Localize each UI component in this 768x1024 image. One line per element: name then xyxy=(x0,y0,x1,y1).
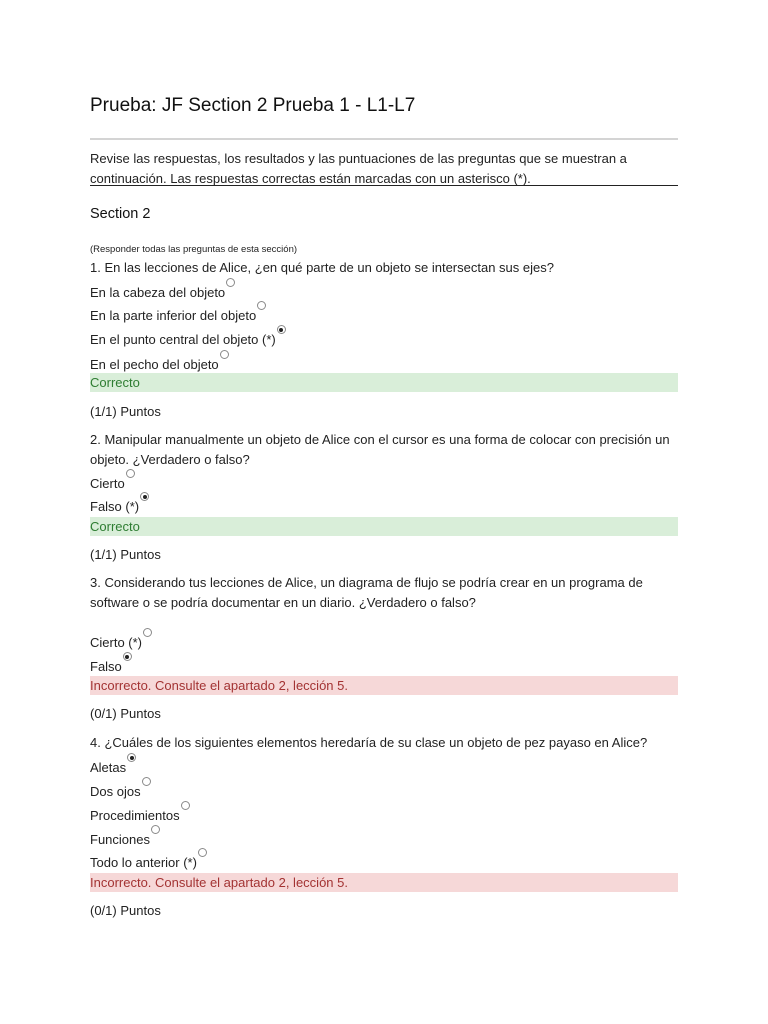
radio-icon[interactable] xyxy=(257,301,266,310)
question-1-option-4[interactable] xyxy=(90,356,229,374)
question-4-feedback: Incorrecto. Consulte el apartado 2, lección 5. xyxy=(90,873,678,892)
radio-icon[interactable] xyxy=(140,492,149,501)
option-label: Procedimientos xyxy=(90,808,180,823)
radio-icon[interactable] xyxy=(277,325,286,334)
section-note: (Responder todas las preguntas de esta sección) xyxy=(90,244,298,255)
question-2-text: 2. Manipular manualmente un objeto de Alice con el cursor es una forma de colocar con precisión un objeto. ¿Verdadero o falso? xyxy=(90,432,670,467)
question-1-option-3[interactable] xyxy=(90,331,286,349)
option-label: Aletas xyxy=(90,760,127,775)
question-3-option-1[interactable] xyxy=(90,634,152,652)
option-label: Todo lo anterior (*) xyxy=(90,855,197,870)
question-2-points: (1/1) Puntos xyxy=(90,547,161,562)
question-1-option-2[interactable] xyxy=(90,307,266,325)
question-3-points: (0/1) Puntos xyxy=(90,706,161,721)
question-1-option-1[interactable] xyxy=(90,284,235,302)
option-label: En la cabeza del objeto xyxy=(90,285,226,300)
question-4-option-1[interactable] xyxy=(90,759,136,777)
option-label: Cierto xyxy=(90,476,125,491)
radio-icon[interactable] xyxy=(151,825,160,834)
radio-icon[interactable] xyxy=(198,848,207,857)
question-4-option-3[interactable] xyxy=(90,807,190,825)
radio-icon[interactable] xyxy=(127,753,136,762)
intro-divider xyxy=(90,185,678,186)
question-2-option-2[interactable] xyxy=(90,498,149,516)
radio-icon[interactable] xyxy=(143,628,152,637)
question-3-option-2[interactable] xyxy=(90,658,132,676)
question-1-feedback: Correcto xyxy=(90,373,678,392)
option-label: En el pecho del objeto xyxy=(90,357,219,372)
question-4-option-5[interactable] xyxy=(90,854,207,872)
option-label: Falso (*) xyxy=(90,499,140,514)
radio-icon[interactable] xyxy=(123,652,132,661)
question-4-points: (0/1) Puntos xyxy=(90,903,161,918)
title-divider xyxy=(90,138,678,140)
intro-text: Revise las respuestas, los resultados y las puntuaciones de las preguntas que se muestran a continuación. Las respuestas correctas están marcadas con un asterisco (*). xyxy=(90,151,627,186)
question-4-text: 4. ¿Cuáles de los siguientes elementos heredaría de su clase un objeto de pez payaso en Alice? xyxy=(90,735,648,750)
question-4-option-4[interactable] xyxy=(90,831,160,849)
question-2-feedback: Correcto xyxy=(90,517,678,536)
option-label: Funciones xyxy=(90,832,150,847)
option-label: Cierto (*) xyxy=(90,635,143,650)
option-label: Falso xyxy=(90,659,122,674)
question-1-text: 1. En las lecciones de Alice, ¿en qué parte de un objeto se intersectan sus ejes? xyxy=(90,260,554,275)
question-4-option-2[interactable] xyxy=(90,783,151,801)
question-2-option-1[interactable] xyxy=(90,475,135,493)
option-label: Dos ojos xyxy=(90,784,141,799)
radio-icon[interactable] xyxy=(142,777,151,786)
option-label: En la parte inferior del objeto xyxy=(90,308,257,323)
question-3-feedback: Incorrecto. Consulte el apartado 2, lección 5. xyxy=(90,676,678,695)
radio-icon[interactable] xyxy=(226,278,235,287)
page-title: Prueba: JF Section 2 Prueba 1 - L1-L7 xyxy=(90,95,416,116)
radio-icon[interactable] xyxy=(220,350,229,359)
radio-icon[interactable] xyxy=(181,801,190,810)
radio-icon[interactable] xyxy=(126,469,135,478)
question-1-points: (1/1) Puntos xyxy=(90,404,161,419)
question-3-text: 3. Considerando tus lecciones de Alice, un diagrama de flujo se podría crear en un programa de software o se podría documentar en un diario. ¿Verdadero o falso? xyxy=(90,575,643,610)
section-title: Section 2 xyxy=(90,206,151,222)
option-label: En el punto central del objeto (*) xyxy=(90,332,276,347)
